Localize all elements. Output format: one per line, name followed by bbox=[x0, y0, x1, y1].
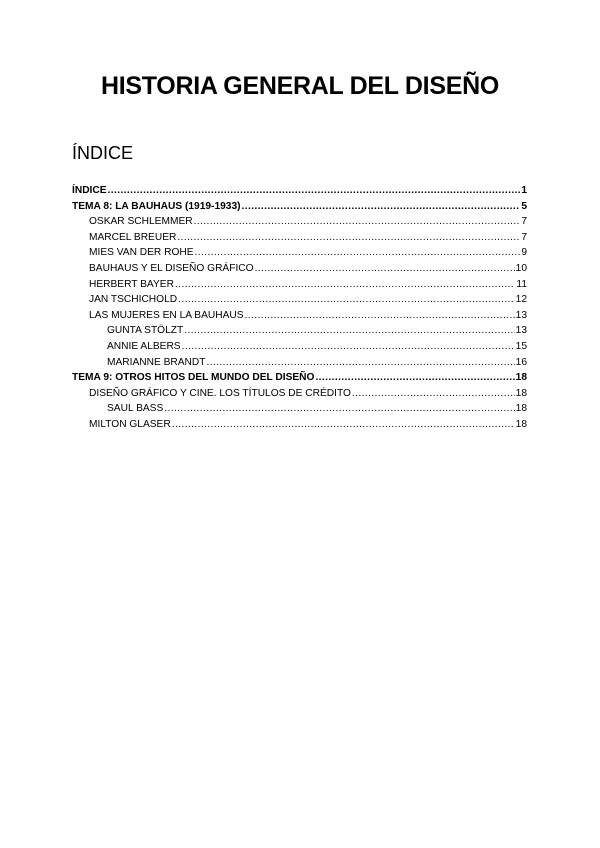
toc-entry-label: TEMA 9: OTROS HITOS DEL MUNDO DEL DISEÑO bbox=[72, 372, 315, 384]
toc-entry-page: 11 bbox=[516, 278, 527, 290]
toc-entry-label: JAN TSCHICHOLD bbox=[89, 294, 178, 306]
toc-entry-label: DISEÑO GRÁFICO Y CINE. LOS TÍTULOS DE CRÉDITO bbox=[89, 387, 351, 399]
toc-dot-leader bbox=[177, 232, 520, 243]
toc-entry-label: MIES VAN DER ROHE bbox=[89, 247, 194, 259]
toc-entry-page: 16 bbox=[515, 356, 527, 368]
toc-entry-label: OSKAR SCHLEMMER bbox=[89, 216, 193, 228]
toc-dot-leader bbox=[108, 185, 521, 196]
toc-entry-label: BAUHAUS Y EL DISEÑO GRÁFICO bbox=[89, 262, 254, 274]
toc-entry-page: 18 bbox=[515, 403, 527, 415]
toc-entry-annie-albers[interactable] bbox=[72, 341, 527, 357]
toc-entry-page: 7 bbox=[521, 231, 527, 243]
table-of-contents bbox=[72, 185, 527, 435]
toc-entry-label: GUNTA STÖLZT bbox=[107, 325, 184, 337]
toc-entry-herbert-bayer[interactable] bbox=[72, 279, 527, 295]
toc-entry-marianne-brandt[interactable] bbox=[72, 357, 527, 373]
toc-entry-indice[interactable] bbox=[72, 185, 527, 201]
toc-dot-leader bbox=[164, 403, 514, 414]
toc-dot-leader bbox=[182, 341, 515, 352]
toc-dot-leader bbox=[172, 419, 515, 430]
toc-entry-label: LAS MUJERES EN LA BAUHAUS bbox=[89, 309, 244, 321]
toc-heading: ÍNDICE bbox=[72, 143, 134, 163]
toc-entry-page: 10 bbox=[515, 262, 527, 274]
toc-entry-page: 18 bbox=[515, 387, 527, 399]
toc-entry-label: MARCEL BREUER bbox=[89, 231, 177, 243]
toc-dot-leader bbox=[195, 247, 521, 258]
toc-entry-page: 18 bbox=[515, 418, 527, 430]
toc-entry-jan-tschichold[interactable] bbox=[72, 294, 527, 310]
toc-entry-milton-glaser[interactable] bbox=[72, 419, 527, 435]
toc-dot-leader bbox=[245, 310, 515, 321]
toc-dot-leader bbox=[242, 201, 521, 212]
toc-entry-page: 15 bbox=[515, 340, 527, 352]
toc-entry-label: SAUL BASS bbox=[107, 403, 164, 415]
toc-entry-mujeres-bauhaus[interactable] bbox=[72, 310, 527, 326]
toc-entry-saul-bass[interactable] bbox=[72, 403, 527, 419]
toc-entry-tema-9[interactable] bbox=[72, 372, 527, 388]
toc-entry-page: 18 bbox=[515, 372, 527, 384]
toc-dot-leader bbox=[184, 325, 514, 336]
toc-dot-leader bbox=[207, 357, 515, 368]
toc-entry-tema-8[interactable] bbox=[72, 201, 527, 217]
toc-dot-leader bbox=[194, 216, 521, 227]
toc-dot-leader bbox=[175, 279, 516, 290]
toc-dot-leader bbox=[255, 263, 515, 274]
toc-dot-leader bbox=[352, 388, 515, 399]
toc-entry-page: 13 bbox=[515, 309, 527, 321]
document-title: HISTORIA GENERAL DEL DISEÑO bbox=[101, 72, 499, 100]
toc-entry-page: 9 bbox=[521, 247, 527, 259]
toc-entry-label: HERBERT BAYER bbox=[89, 278, 174, 290]
toc-entry-oskar-schlemmer[interactable] bbox=[72, 216, 527, 232]
toc-entry-marcel-breuer[interactable] bbox=[72, 232, 527, 248]
toc-entry-page: 1 bbox=[521, 185, 527, 196]
toc-entry-bauhaus-diseno-grafico[interactable] bbox=[72, 263, 527, 279]
toc-entry-label: ÍNDICE bbox=[72, 185, 107, 196]
toc-entry-label: ANNIE ALBERS bbox=[107, 340, 181, 352]
toc-entry-page: 7 bbox=[521, 216, 527, 228]
toc-entry-label: TEMA 8: LA BAUHAUS (1919-1933) bbox=[72, 200, 241, 212]
toc-entry-page: 5 bbox=[521, 200, 527, 212]
toc-entry-label: MILTON GLASER bbox=[89, 418, 171, 430]
toc-entry-page: 12 bbox=[515, 294, 527, 306]
toc-entry-label: MARIANNE BRANDT bbox=[107, 356, 206, 368]
toc-dot-leader bbox=[315, 372, 514, 383]
toc-entry-mies-van-der-rohe[interactable] bbox=[72, 247, 527, 263]
toc-entry-diseno-grafico-cine[interactable] bbox=[72, 388, 527, 404]
toc-entry-gunta-stolzt[interactable] bbox=[72, 325, 527, 341]
toc-dot-leader bbox=[178, 294, 515, 305]
toc-entry-page: 13 bbox=[515, 325, 527, 337]
